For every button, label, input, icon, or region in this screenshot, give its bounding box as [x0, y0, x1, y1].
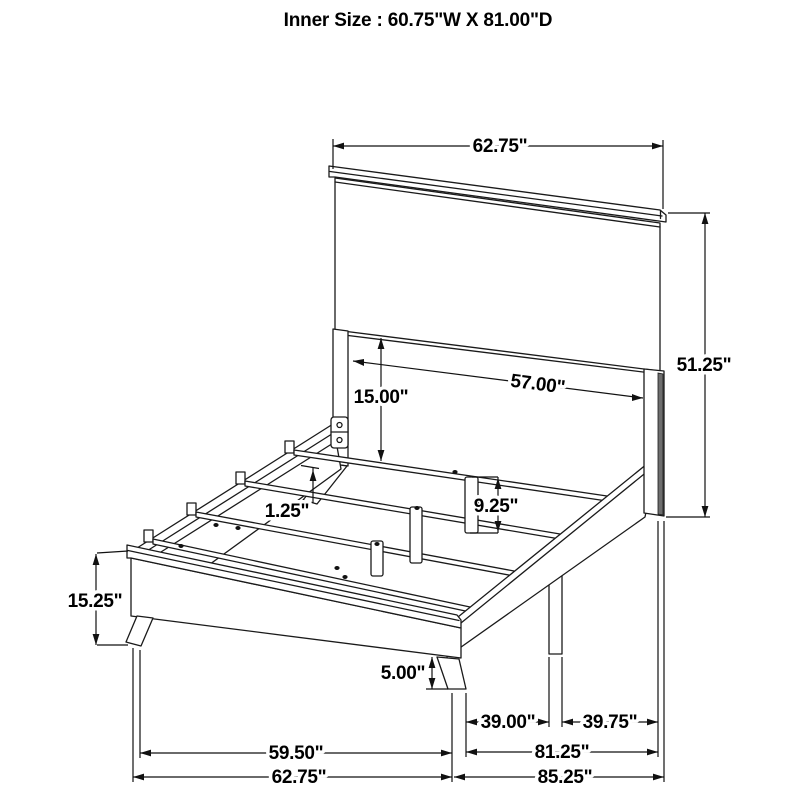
- dim-panel-to-slat: [354, 338, 409, 461]
- rail-inner-length-label: 81.25": [534, 742, 590, 763]
- headboard-right-leg: [644, 369, 664, 516]
- diagram-title: Inner Size : 60.75"W X 81.00"D: [283, 10, 553, 31]
- slat-thickness-label: 1.25": [264, 501, 310, 522]
- rail-bracket-icon: [331, 417, 348, 448]
- dim-footboard-height: [68, 551, 128, 645]
- overall-depth-label: 85.25": [537, 767, 593, 788]
- inner-width-label: 57.00": [509, 370, 567, 399]
- footboard-left-leg: [126, 616, 153, 646]
- headboard-width-label: 62.75": [472, 136, 528, 157]
- overall-width-label: 62.75": [271, 767, 327, 788]
- dim-headboard-height: [666, 213, 731, 517]
- bed-drawing: [126, 166, 666, 689]
- headboard-height-label: 51.25": [676, 355, 732, 376]
- dim-leg-height: [381, 657, 448, 689]
- footboard-inner-width-label: 59.50": [268, 743, 324, 764]
- dim-rail-inner-length: [466, 742, 658, 763]
- footboard-height-label: 15.25": [67, 591, 123, 612]
- rail-height-label: 9.25": [473, 496, 519, 517]
- leg-height-label: 5.00": [380, 663, 426, 684]
- footboard-right-leg: [437, 657, 466, 689]
- front-span-label: 39.00": [480, 712, 536, 733]
- rear-span-label: 39.75": [582, 712, 638, 733]
- panel-to-slat-label: 15.00": [353, 387, 409, 408]
